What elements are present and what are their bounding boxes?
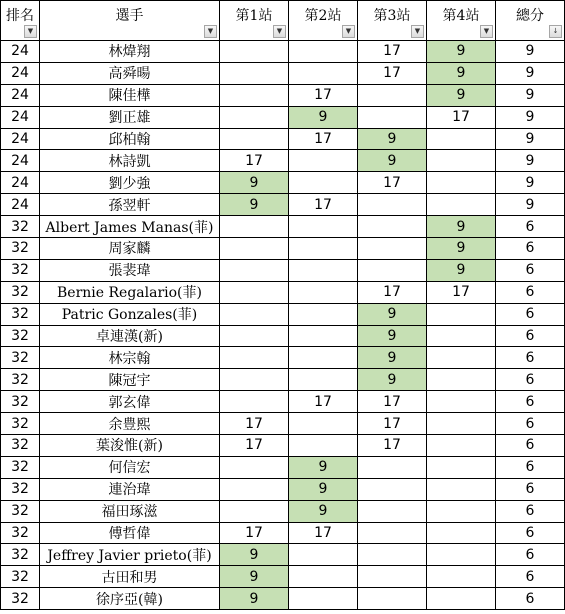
stage1-cell[interactable]: 17 bbox=[220, 435, 289, 457]
stage4-cell[interactable] bbox=[427, 128, 496, 150]
total-cell[interactable]: 6 bbox=[496, 347, 565, 369]
stage4-cell[interactable] bbox=[427, 566, 496, 588]
stage1-cell[interactable]: 9 bbox=[220, 172, 289, 194]
filter-dropdown-icon[interactable]: ▼ bbox=[273, 25, 286, 38]
rank-cell[interactable]: 32 bbox=[1, 216, 40, 238]
table-row[interactable] bbox=[1, 369, 565, 391]
table-row[interactable] bbox=[1, 41, 565, 63]
stage3-cell[interactable] bbox=[358, 522, 427, 544]
stage3-cell[interactable] bbox=[358, 194, 427, 216]
rank-cell[interactable]: 32 bbox=[1, 303, 40, 325]
stage2-cell[interactable] bbox=[289, 172, 358, 194]
player-name-cell[interactable]: 連治瑋 bbox=[40, 478, 220, 500]
stage3-cell[interactable] bbox=[358, 106, 427, 128]
stage3-cell[interactable] bbox=[358, 500, 427, 522]
stage4-cell[interactable]: 17 bbox=[427, 281, 496, 303]
stage3-cell[interactable] bbox=[358, 84, 427, 106]
stage4-cell[interactable]: 9 bbox=[427, 62, 496, 84]
stage3-cell[interactable]: 9 bbox=[358, 303, 427, 325]
stage3-cell[interactable]: 9 bbox=[358, 325, 427, 347]
table-row[interactable] bbox=[1, 238, 565, 260]
rank-cell[interactable]: 32 bbox=[1, 544, 40, 566]
stage3-cell[interactable]: 17 bbox=[358, 413, 427, 435]
filter-dropdown-icon[interactable]: ▼ bbox=[480, 25, 493, 38]
stage2-cell[interactable] bbox=[289, 347, 358, 369]
stage1-cell[interactable] bbox=[220, 325, 289, 347]
stage3-cell[interactable]: 17 bbox=[358, 41, 427, 63]
rank-cell[interactable]: 32 bbox=[1, 259, 40, 281]
stage3-cell[interactable] bbox=[358, 259, 427, 281]
column-header-total bbox=[496, 1, 565, 41]
stage3-cell[interactable]: 9 bbox=[358, 347, 427, 369]
filter-dropdown-icon[interactable]: ▼ bbox=[24, 25, 37, 38]
stage1-cell[interactable] bbox=[220, 259, 289, 281]
stage4-cell[interactable]: 9 bbox=[427, 216, 496, 238]
player-name-cell[interactable]: 陳冠宇 bbox=[40, 369, 220, 391]
stage3-cell[interactable] bbox=[358, 566, 427, 588]
total-cell[interactable]: 6 bbox=[496, 303, 565, 325]
player-name-cell[interactable]: 郭玄偉 bbox=[40, 391, 220, 413]
player-name-cell[interactable]: 林宗翰 bbox=[40, 347, 220, 369]
stage4-cell[interactable] bbox=[427, 347, 496, 369]
player-name-cell[interactable]: 徐序亞(韓) bbox=[40, 588, 220, 610]
table-row[interactable] bbox=[1, 522, 565, 544]
rank-cell[interactable]: 32 bbox=[1, 566, 40, 588]
stage4-cell[interactable]: 9 bbox=[427, 259, 496, 281]
total-cell[interactable]: 6 bbox=[496, 369, 565, 391]
stage1-cell[interactable]: 17 bbox=[220, 150, 289, 172]
stage3-cell[interactable]: 17 bbox=[358, 281, 427, 303]
total-cell[interactable]: 6 bbox=[496, 391, 565, 413]
total-cell[interactable]: 9 bbox=[496, 62, 565, 84]
stage1-cell[interactable] bbox=[220, 84, 289, 106]
stage3-cell[interactable] bbox=[358, 238, 427, 260]
total-cell[interactable]: 6 bbox=[496, 544, 565, 566]
stage1-cell[interactable] bbox=[220, 41, 289, 63]
stage2-cell[interactable] bbox=[289, 588, 358, 610]
player-name-cell[interactable]: 古田和男 bbox=[40, 566, 220, 588]
table-row[interactable] bbox=[1, 588, 565, 610]
stage2-cell[interactable]: 17 bbox=[289, 84, 358, 106]
stage4-cell[interactable]: 9 bbox=[427, 238, 496, 260]
total-cell[interactable]: 6 bbox=[496, 456, 565, 478]
player-name-cell[interactable]: Patric Gonzales(菲) bbox=[40, 303, 220, 325]
total-cell[interactable]: 6 bbox=[496, 238, 565, 260]
stage4-cell[interactable]: 9 bbox=[427, 41, 496, 63]
stage2-cell[interactable] bbox=[289, 62, 358, 84]
rank-cell[interactable]: 24 bbox=[1, 172, 40, 194]
stage2-cell[interactable]: 17 bbox=[289, 128, 358, 150]
stage2-cell[interactable] bbox=[289, 41, 358, 63]
column-header-stage3 bbox=[358, 1, 427, 41]
table-row[interactable] bbox=[1, 259, 565, 281]
filter-dropdown-icon[interactable]: ▼ bbox=[204, 25, 217, 38]
rank-cell[interactable]: 24 bbox=[1, 41, 40, 63]
player-name-cell[interactable]: 孫翌軒 bbox=[40, 194, 220, 216]
stage4-cell[interactable] bbox=[427, 391, 496, 413]
table-row[interactable] bbox=[1, 106, 565, 128]
column-header-stage1 bbox=[220, 1, 289, 41]
player-name-cell[interactable]: 余豊熙 bbox=[40, 413, 220, 435]
stage1-cell[interactable] bbox=[220, 456, 289, 478]
filter-dropdown-icon[interactable]: ▼ bbox=[411, 25, 424, 38]
table-row[interactable] bbox=[1, 413, 565, 435]
player-name-cell[interactable]: 林煒翔 bbox=[40, 41, 220, 63]
stage2-cell[interactable] bbox=[289, 435, 358, 457]
stage2-cell[interactable]: 9 bbox=[289, 106, 358, 128]
column-label: 選手 bbox=[115, 8, 144, 24]
column-header-rank bbox=[1, 1, 40, 41]
stage2-cell[interactable] bbox=[289, 303, 358, 325]
table-row[interactable] bbox=[1, 566, 565, 588]
total-cell[interactable]: 6 bbox=[496, 435, 565, 457]
rank-cell[interactable]: 24 bbox=[1, 150, 40, 172]
stage4-cell[interactable] bbox=[427, 500, 496, 522]
table-row[interactable] bbox=[1, 303, 565, 325]
table-row[interactable] bbox=[1, 544, 565, 566]
rank-cell[interactable]: 24 bbox=[1, 106, 40, 128]
stage3-cell[interactable]: 17 bbox=[358, 62, 427, 84]
rank-cell[interactable]: 32 bbox=[1, 369, 40, 391]
total-cell[interactable]: 6 bbox=[496, 588, 565, 610]
column-header-stage4 bbox=[427, 1, 496, 41]
stage4-cell[interactable] bbox=[427, 478, 496, 500]
rank-cell[interactable]: 24 bbox=[1, 84, 40, 106]
rank-cell[interactable]: 32 bbox=[1, 500, 40, 522]
stage4-cell[interactable] bbox=[427, 588, 496, 610]
table-row[interactable] bbox=[1, 62, 565, 84]
stage4-cell[interactable] bbox=[427, 150, 496, 172]
rank-cell[interactable]: 32 bbox=[1, 478, 40, 500]
stage1-cell[interactable] bbox=[220, 128, 289, 150]
stage3-cell[interactable]: 17 bbox=[358, 172, 427, 194]
stage3-cell[interactable]: 17 bbox=[358, 391, 427, 413]
table-row[interactable] bbox=[1, 281, 565, 303]
player-name-cell[interactable]: 林詩凱 bbox=[40, 150, 220, 172]
player-name-cell[interactable]: 劉少強 bbox=[40, 172, 220, 194]
total-cell[interactable]: 9 bbox=[496, 172, 565, 194]
player-name-cell[interactable]: 卓連漢(新) bbox=[40, 325, 220, 347]
filter-dropdown-icon[interactable]: ▼ bbox=[342, 25, 355, 38]
stage1-cell[interactable] bbox=[220, 106, 289, 128]
player-name-cell[interactable]: 陳佳樺 bbox=[40, 84, 220, 106]
rank-cell[interactable]: 24 bbox=[1, 194, 40, 216]
stage4-cell[interactable] bbox=[427, 303, 496, 325]
total-cell[interactable]: 9 bbox=[496, 150, 565, 172]
rank-cell[interactable]: 32 bbox=[1, 347, 40, 369]
total-cell[interactable]: 6 bbox=[496, 522, 565, 544]
stage4-cell[interactable] bbox=[427, 413, 496, 435]
stage2-cell[interactable]: 9 bbox=[289, 456, 358, 478]
stage4-cell[interactable] bbox=[427, 194, 496, 216]
table-row[interactable] bbox=[1, 500, 565, 522]
table-row[interactable] bbox=[1, 456, 565, 478]
stage1-cell[interactable] bbox=[220, 391, 289, 413]
total-cell[interactable]: 9 bbox=[496, 128, 565, 150]
stage2-cell[interactable] bbox=[289, 150, 358, 172]
total-cell[interactable]: 9 bbox=[496, 194, 565, 216]
stage2-cell[interactable]: 9 bbox=[289, 500, 358, 522]
stage2-cell[interactable] bbox=[289, 216, 358, 238]
rank-cell[interactable]: 32 bbox=[1, 456, 40, 478]
stage1-cell[interactable]: 17 bbox=[220, 413, 289, 435]
table-row[interactable] bbox=[1, 84, 565, 106]
table-row[interactable] bbox=[1, 478, 565, 500]
stage2-cell[interactable]: 17 bbox=[289, 194, 358, 216]
stage1-cell[interactable]: 9 bbox=[220, 544, 289, 566]
player-name-cell[interactable]: 葉浚惟(新) bbox=[40, 435, 220, 457]
rank-cell[interactable]: 32 bbox=[1, 413, 40, 435]
stage1-cell[interactable] bbox=[220, 216, 289, 238]
column-label: 第2站 bbox=[304, 8, 342, 24]
table-row[interactable] bbox=[1, 194, 565, 216]
stage1-cell[interactable] bbox=[220, 369, 289, 391]
stage2-cell[interactable]: 9 bbox=[289, 478, 358, 500]
header-row bbox=[1, 1, 565, 41]
sort-filter-icon[interactable]: ↓ bbox=[549, 25, 562, 38]
stage3-cell[interactable]: 9 bbox=[358, 369, 427, 391]
column-label: 排名 bbox=[6, 8, 34, 24]
table-row[interactable] bbox=[1, 216, 565, 238]
total-cell[interactable]: 9 bbox=[496, 84, 565, 106]
player-name-cell[interactable]: Jeffrey Javier prieto(菲) bbox=[40, 544, 220, 566]
player-name-cell[interactable]: 福田琢滋 bbox=[40, 500, 220, 522]
stage3-cell[interactable]: 17 bbox=[358, 435, 427, 457]
stage1-cell[interactable] bbox=[220, 281, 289, 303]
column-label: 第4站 bbox=[442, 8, 480, 24]
total-cell[interactable]: 6 bbox=[496, 500, 565, 522]
stage2-cell[interactable] bbox=[289, 566, 358, 588]
total-cell[interactable]: 6 bbox=[496, 478, 565, 500]
player-name-cell[interactable]: 邱柏翰 bbox=[40, 128, 220, 150]
stage2-cell[interactable] bbox=[289, 413, 358, 435]
column-header-player bbox=[40, 1, 220, 41]
table-row[interactable] bbox=[1, 128, 565, 150]
stage3-cell[interactable] bbox=[358, 478, 427, 500]
table-row[interactable] bbox=[1, 172, 565, 194]
total-cell[interactable]: 6 bbox=[496, 259, 565, 281]
table-row[interactable] bbox=[1, 150, 565, 172]
player-name-cell[interactable]: Albert James Manas(菲) bbox=[40, 216, 220, 238]
table-row[interactable] bbox=[1, 347, 565, 369]
stage2-cell[interactable] bbox=[289, 281, 358, 303]
stage4-cell[interactable] bbox=[427, 325, 496, 347]
player-name-cell[interactable]: 何信宏 bbox=[40, 456, 220, 478]
stage3-cell[interactable] bbox=[358, 588, 427, 610]
rank-cell[interactable]: 32 bbox=[1, 435, 40, 457]
rank-cell[interactable]: 32 bbox=[1, 238, 40, 260]
stage1-cell[interactable] bbox=[220, 238, 289, 260]
stage2-cell[interactable] bbox=[289, 238, 358, 260]
player-name-cell[interactable]: 周家麟 bbox=[40, 238, 220, 260]
stage3-cell[interactable]: 9 bbox=[358, 128, 427, 150]
stage2-cell[interactable] bbox=[289, 325, 358, 347]
stage3-cell[interactable]: 9 bbox=[358, 150, 427, 172]
stage4-cell[interactable] bbox=[427, 456, 496, 478]
stage1-cell[interactable] bbox=[220, 62, 289, 84]
stage4-cell[interactable] bbox=[427, 544, 496, 566]
player-name-cell[interactable]: 高舜暘 bbox=[40, 62, 220, 84]
stage3-cell[interactable] bbox=[358, 544, 427, 566]
table-row[interactable] bbox=[1, 435, 565, 457]
stage2-cell[interactable]: 17 bbox=[289, 522, 358, 544]
rank-cell[interactable]: 32 bbox=[1, 588, 40, 610]
stage2-cell[interactable] bbox=[289, 369, 358, 391]
total-cell[interactable]: 6 bbox=[496, 216, 565, 238]
stage2-cell[interactable]: 17 bbox=[289, 391, 358, 413]
stage4-cell[interactable] bbox=[427, 369, 496, 391]
player-name-cell[interactable]: 張裴瑋 bbox=[40, 259, 220, 281]
total-cell[interactable]: 6 bbox=[496, 325, 565, 347]
player-name-cell[interactable]: 劉正雄 bbox=[40, 106, 220, 128]
column-header-stage2 bbox=[289, 1, 358, 41]
stage1-cell[interactable]: 9 bbox=[220, 566, 289, 588]
stage1-cell[interactable]: 17 bbox=[220, 522, 289, 544]
stage2-cell[interactable] bbox=[289, 259, 358, 281]
rank-cell[interactable]: 32 bbox=[1, 522, 40, 544]
rank-cell[interactable]: 32 bbox=[1, 391, 40, 413]
rank-cell[interactable]: 32 bbox=[1, 325, 40, 347]
stage1-cell[interactable]: 9 bbox=[220, 194, 289, 216]
stage2-cell[interactable] bbox=[289, 544, 358, 566]
stage1-cell[interactable] bbox=[220, 478, 289, 500]
column-label: 總分 bbox=[516, 8, 544, 24]
rank-cell[interactable]: 32 bbox=[1, 281, 40, 303]
total-cell[interactable]: 6 bbox=[496, 566, 565, 588]
stage3-cell[interactable] bbox=[358, 456, 427, 478]
stage4-cell[interactable] bbox=[427, 522, 496, 544]
rank-cell[interactable]: 24 bbox=[1, 62, 40, 84]
player-name-cell[interactable]: Bernie Regalario(菲) bbox=[40, 281, 220, 303]
total-cell[interactable]: 6 bbox=[496, 413, 565, 435]
total-cell[interactable]: 9 bbox=[496, 41, 565, 63]
column-label: 第1站 bbox=[235, 8, 273, 24]
stage1-cell[interactable] bbox=[220, 303, 289, 325]
player-name-cell[interactable]: 傅哲偉 bbox=[40, 522, 220, 544]
total-cell[interactable]: 9 bbox=[496, 106, 565, 128]
stage4-cell[interactable] bbox=[427, 435, 496, 457]
stage3-cell[interactable] bbox=[358, 216, 427, 238]
stage4-cell[interactable]: 17 bbox=[427, 106, 496, 128]
rank-cell[interactable]: 24 bbox=[1, 128, 40, 150]
table-row[interactable] bbox=[1, 325, 565, 347]
stage1-cell[interactable]: 9 bbox=[220, 588, 289, 610]
column-label: 第3站 bbox=[373, 8, 411, 24]
table-row[interactable] bbox=[1, 391, 565, 413]
total-cell[interactable]: 6 bbox=[496, 281, 565, 303]
stage1-cell[interactable] bbox=[220, 347, 289, 369]
stage1-cell[interactable] bbox=[220, 500, 289, 522]
stage4-cell[interactable]: 9 bbox=[427, 84, 496, 106]
stage4-cell[interactable] bbox=[427, 172, 496, 194]
table-body bbox=[1, 41, 565, 610]
